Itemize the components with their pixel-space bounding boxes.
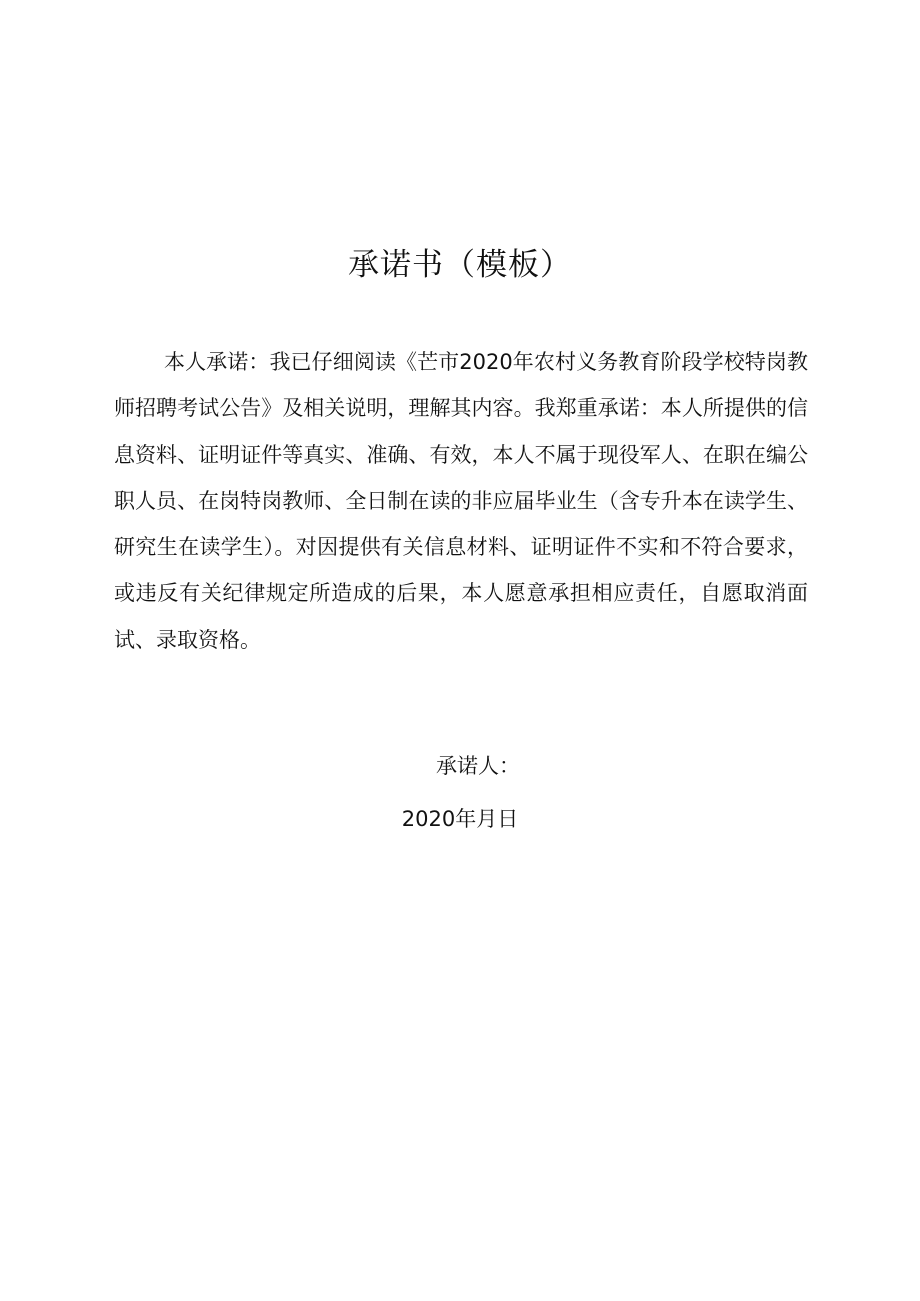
signer-line	[0, 748, 920, 784]
commitment-paragraph: 本人承诺：我已仔细阅读《芒市2020年农村义务教育阶段学校特岗教师招聘考试公告》及相关说明，理解其内容。我郑重承诺：本人所提供的信息资料、证明证件等真实、准确、有效，本人不属于现役军人、在职在编公职人员、在岗特岗教师、全日制在读的非应届毕业生（含专升本在读学生、研究生在读学生）。对因提供有关信息材料、证明证件不实和不符合要求，或违反有关纪律规定所造成的后果，本人愿意承担相应责任，自愿取消面试、录取资格。	[114, 350, 808, 652]
signer-label: 承诺人：	[436, 754, 520, 778]
date-line: 2020年月日	[401, 807, 519, 831]
document-title: 承诺书（模板）	[348, 246, 572, 283]
